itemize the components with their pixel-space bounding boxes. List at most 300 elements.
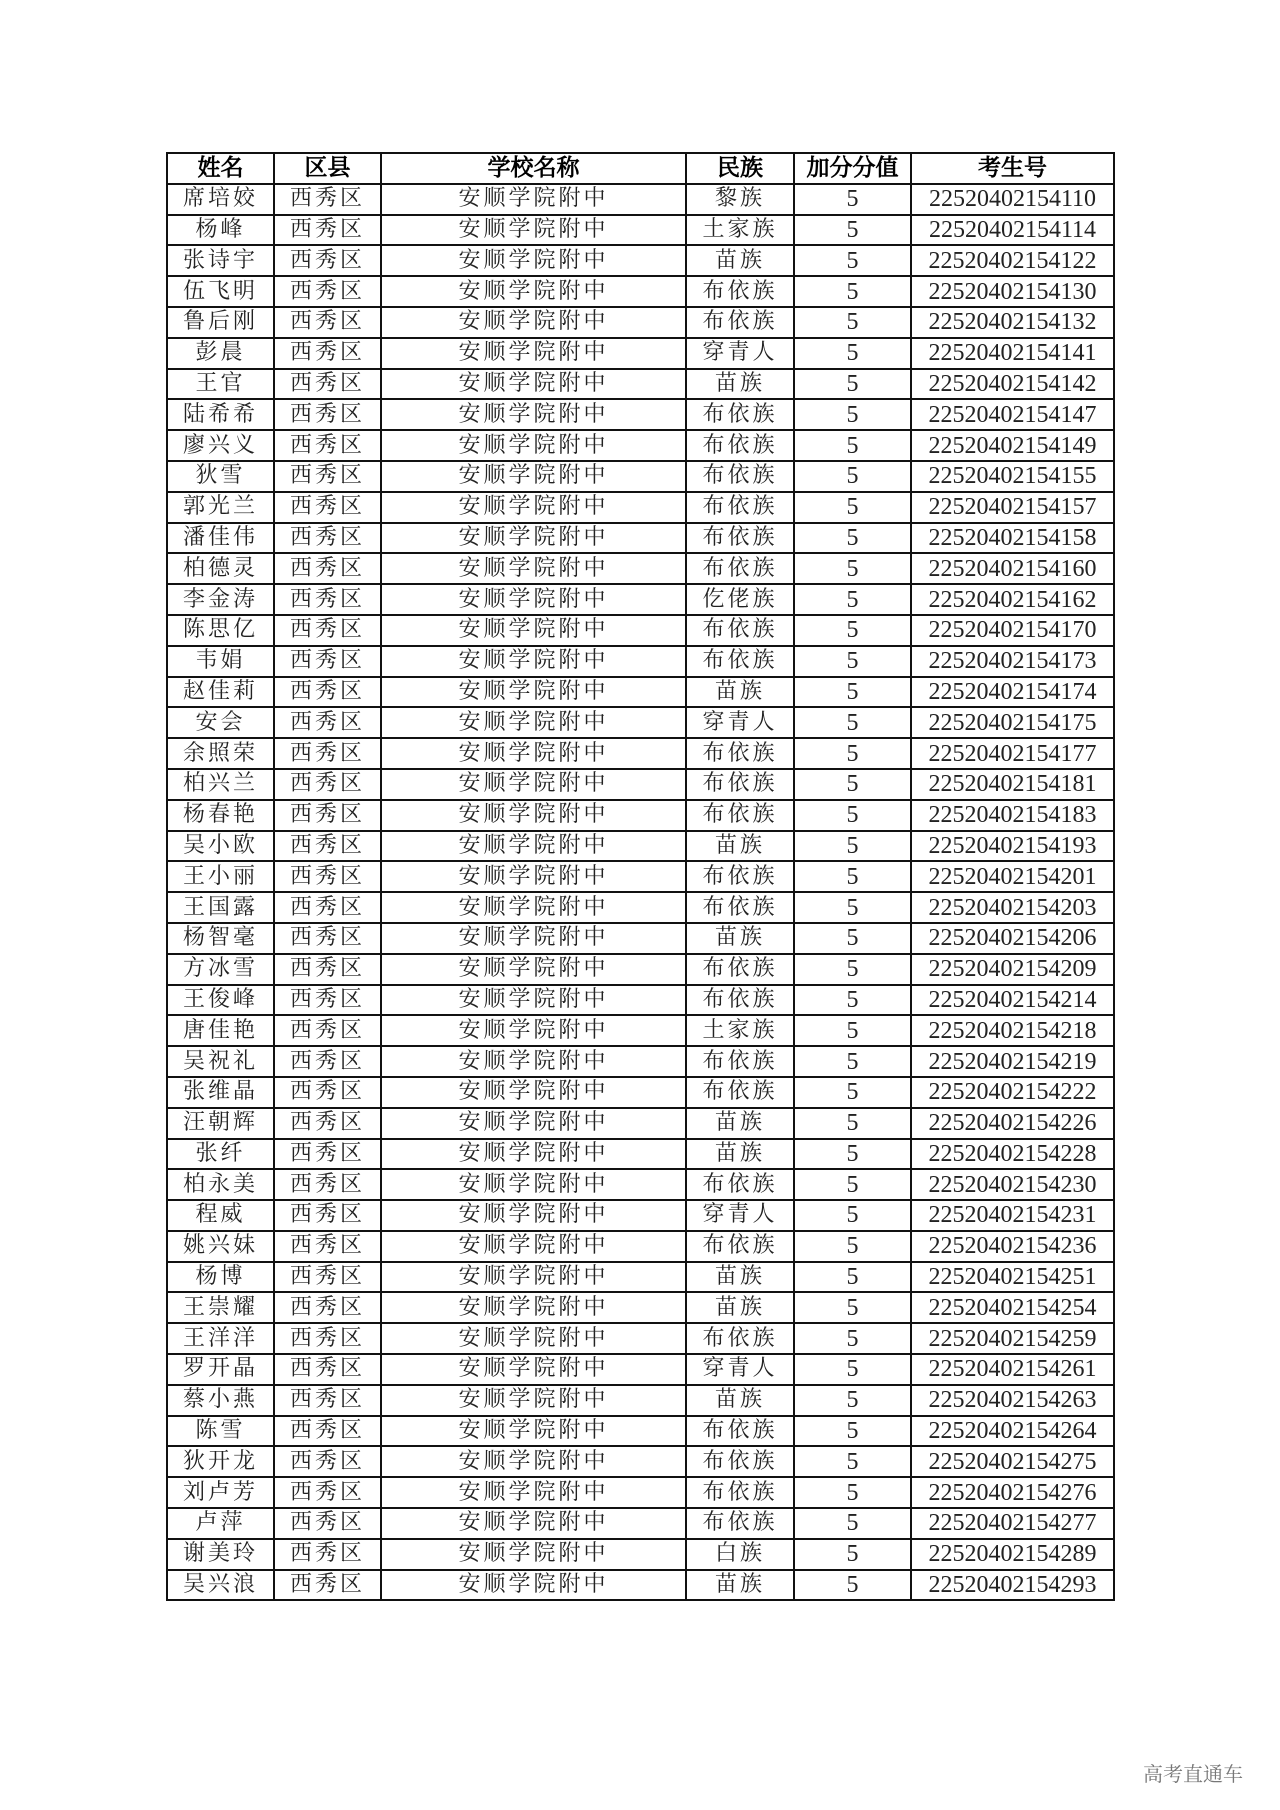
cell-district: 西秀区	[274, 831, 381, 862]
cell-district: 西秀区	[274, 923, 381, 954]
cell-name: 张维晶	[167, 1077, 274, 1108]
table-row	[167, 461, 1114, 492]
cell-school: 安顺学院附中	[381, 707, 686, 738]
table-row	[167, 646, 1114, 677]
cell-ethnicity: 苗族	[686, 1139, 794, 1170]
table-row	[167, 184, 1114, 215]
cell-school: 安顺学院附中	[381, 1231, 686, 1262]
cell-exam-id: 22520402154193	[911, 831, 1114, 862]
cell-name: 赵佳莉	[167, 677, 274, 708]
cell-bonus: 5	[794, 1015, 911, 1046]
cell-school: 安顺学院附中	[381, 1077, 686, 1108]
cell-district: 西秀区	[274, 492, 381, 523]
cell-school: 安顺学院附中	[381, 430, 686, 461]
cell-district: 西秀区	[274, 338, 381, 369]
cell-name: 罗开晶	[167, 1354, 274, 1385]
cell-ethnicity: 布依族	[686, 430, 794, 461]
cell-school: 安顺学院附中	[381, 1385, 686, 1416]
cell-school: 安顺学院附中	[381, 276, 686, 307]
cell-bonus: 5	[794, 1262, 911, 1293]
cell-exam-id: 22520402154201	[911, 861, 1114, 892]
cell-district: 西秀区	[274, 553, 381, 584]
cell-exam-id: 22520402154155	[911, 461, 1114, 492]
cell-school: 安顺学院附中	[381, 1015, 686, 1046]
cell-bonus: 5	[794, 1477, 911, 1508]
cell-bonus: 5	[794, 1139, 911, 1170]
cell-district: 西秀区	[274, 1077, 381, 1108]
table-row	[167, 1108, 1114, 1139]
cell-ethnicity: 布依族	[686, 1231, 794, 1262]
cell-exam-id: 22520402154261	[911, 1354, 1114, 1385]
cell-district: 西秀区	[274, 615, 381, 646]
cell-school: 安顺学院附中	[381, 1354, 686, 1385]
cell-bonus: 5	[794, 369, 911, 400]
cell-exam-id: 22520402154254	[911, 1292, 1114, 1323]
cell-district: 西秀区	[274, 276, 381, 307]
cell-exam-id: 22520402154203	[911, 892, 1114, 923]
cell-bonus: 5	[794, 646, 911, 677]
cell-district: 西秀区	[274, 1385, 381, 1416]
cell-bonus: 5	[794, 1385, 911, 1416]
cell-ethnicity: 布依族	[686, 1416, 794, 1447]
cell-school: 安顺学院附中	[381, 769, 686, 800]
cell-ethnicity: 布依族	[686, 985, 794, 1016]
cell-ethnicity: 苗族	[686, 923, 794, 954]
cell-bonus: 5	[794, 553, 911, 584]
cell-district: 西秀区	[274, 215, 381, 246]
table-row	[167, 584, 1114, 615]
table-row	[167, 1539, 1114, 1570]
cell-exam-id: 22520402154170	[911, 615, 1114, 646]
cell-district: 西秀区	[274, 1200, 381, 1231]
cell-exam-id: 22520402154277	[911, 1508, 1114, 1539]
cell-name: 柏永美	[167, 1169, 274, 1200]
table-row	[167, 215, 1114, 246]
cell-exam-id: 22520402154275	[911, 1446, 1114, 1477]
table-row	[167, 677, 1114, 708]
table-row	[167, 1477, 1114, 1508]
cell-exam-id: 22520402154147	[911, 399, 1114, 430]
cell-district: 西秀区	[274, 245, 381, 276]
cell-ethnicity: 布依族	[686, 646, 794, 677]
cell-school: 安顺学院附中	[381, 369, 686, 400]
cell-school: 安顺学院附中	[381, 831, 686, 862]
cell-district: 西秀区	[274, 1139, 381, 1170]
cell-name: 陈思亿	[167, 615, 274, 646]
cell-bonus: 5	[794, 831, 911, 862]
cell-ethnicity: 布依族	[686, 769, 794, 800]
cell-ethnicity: 布依族	[686, 307, 794, 338]
cell-bonus: 5	[794, 399, 911, 430]
cell-ethnicity: 布依族	[686, 1323, 794, 1354]
cell-district: 西秀区	[274, 738, 381, 769]
cell-district: 西秀区	[274, 861, 381, 892]
cell-district: 西秀区	[274, 800, 381, 831]
cell-exam-id: 22520402154209	[911, 954, 1114, 985]
cell-exam-id: 22520402154157	[911, 492, 1114, 523]
table-row	[167, 492, 1114, 523]
cell-district: 西秀区	[274, 1323, 381, 1354]
cell-name: 蔡小燕	[167, 1385, 274, 1416]
cell-name: 卢萍	[167, 1508, 274, 1539]
cell-district: 西秀区	[274, 707, 381, 738]
cell-exam-id: 22520402154259	[911, 1323, 1114, 1354]
table-row	[167, 1200, 1114, 1231]
cell-bonus: 5	[794, 1508, 911, 1539]
cell-bonus: 5	[794, 1354, 911, 1385]
cell-name: 吴祝礼	[167, 1046, 274, 1077]
table-row	[167, 1354, 1114, 1385]
table-row	[167, 553, 1114, 584]
header-bonus: 加分分值	[794, 153, 911, 184]
cell-bonus: 5	[794, 1046, 911, 1077]
cell-exam-id: 22520402154222	[911, 1077, 1114, 1108]
cell-district: 西秀区	[274, 369, 381, 400]
table-row	[167, 338, 1114, 369]
cell-ethnicity: 苗族	[686, 245, 794, 276]
table-row	[167, 1262, 1114, 1293]
cell-name: 杨峰	[167, 215, 274, 246]
cell-bonus: 5	[794, 615, 911, 646]
cell-name: 陆希希	[167, 399, 274, 430]
cell-bonus: 5	[794, 1077, 911, 1108]
table-row	[167, 307, 1114, 338]
cell-ethnicity: 布依族	[686, 1046, 794, 1077]
cell-school: 安顺学院附中	[381, 1446, 686, 1477]
cell-exam-id: 22520402154162	[911, 584, 1114, 615]
cell-name: 刘卢芳	[167, 1477, 274, 1508]
cell-exam-id: 22520402154214	[911, 985, 1114, 1016]
cell-school: 安顺学院附中	[381, 677, 686, 708]
cell-bonus: 5	[794, 800, 911, 831]
cell-ethnicity: 布依族	[686, 492, 794, 523]
table-row	[167, 707, 1114, 738]
cell-school: 安顺学院附中	[381, 892, 686, 923]
cell-exam-id: 22520402154110	[911, 184, 1114, 215]
cell-name: 韦娟	[167, 646, 274, 677]
cell-ethnicity: 布依族	[686, 399, 794, 430]
cell-district: 西秀区	[274, 892, 381, 923]
cell-district: 西秀区	[274, 523, 381, 554]
cell-name: 柏兴兰	[167, 769, 274, 800]
cell-district: 西秀区	[274, 1477, 381, 1508]
cell-district: 西秀区	[274, 1354, 381, 1385]
cell-ethnicity: 布依族	[686, 615, 794, 646]
header-ethnicity: 民族	[686, 153, 794, 184]
cell-school: 安顺学院附中	[381, 1262, 686, 1293]
cell-name: 吴兴浪	[167, 1570, 274, 1601]
table-row	[167, 892, 1114, 923]
cell-school: 安顺学院附中	[381, 923, 686, 954]
cell-school: 安顺学院附中	[381, 646, 686, 677]
cell-exam-id: 22520402154236	[911, 1231, 1114, 1262]
cell-bonus: 5	[794, 1292, 911, 1323]
cell-name: 陈雪	[167, 1416, 274, 1447]
table-row	[167, 399, 1114, 430]
table-row	[167, 1169, 1114, 1200]
cell-exam-id: 22520402154142	[911, 369, 1114, 400]
cell-ethnicity: 苗族	[686, 1570, 794, 1601]
cell-ethnicity: 布依族	[686, 1477, 794, 1508]
cell-bonus: 5	[794, 1231, 911, 1262]
cell-bonus: 5	[794, 1323, 911, 1354]
table-row	[167, 523, 1114, 554]
cell-exam-id: 22520402154149	[911, 430, 1114, 461]
cell-bonus: 5	[794, 523, 911, 554]
table-row	[167, 1323, 1114, 1354]
cell-district: 西秀区	[274, 584, 381, 615]
cell-bonus: 5	[794, 1416, 911, 1447]
cell-bonus: 5	[794, 245, 911, 276]
header-row	[167, 153, 1114, 184]
cell-exam-id: 22520402154289	[911, 1539, 1114, 1570]
cell-school: 安顺学院附中	[381, 584, 686, 615]
cell-ethnicity: 布依族	[686, 1077, 794, 1108]
cell-school: 安顺学院附中	[381, 1169, 686, 1200]
table-row	[167, 1077, 1114, 1108]
cell-exam-id: 22520402154173	[911, 646, 1114, 677]
cell-ethnicity: 布依族	[686, 1508, 794, 1539]
cell-ethnicity: 布依族	[686, 861, 794, 892]
cell-exam-id: 22520402154251	[911, 1262, 1114, 1293]
cell-ethnicity: 布依族	[686, 800, 794, 831]
cell-name: 潘佳伟	[167, 523, 274, 554]
cell-bonus: 5	[794, 1200, 911, 1231]
cell-district: 西秀区	[274, 430, 381, 461]
cell-bonus: 5	[794, 923, 911, 954]
table-row	[167, 1139, 1114, 1170]
cell-district: 西秀区	[274, 954, 381, 985]
cell-ethnicity: 苗族	[686, 1108, 794, 1139]
cell-name: 谢美玲	[167, 1539, 274, 1570]
watermark: 高考直通车	[1143, 1762, 1243, 1786]
cell-ethnicity: 苗族	[686, 1292, 794, 1323]
cell-exam-id: 22520402154122	[911, 245, 1114, 276]
cell-ethnicity: 穿青人	[686, 707, 794, 738]
cell-ethnicity: 布依族	[686, 1446, 794, 1477]
cell-school: 安顺学院附中	[381, 800, 686, 831]
cell-exam-id: 22520402154158	[911, 523, 1114, 554]
cell-exam-id: 22520402154130	[911, 276, 1114, 307]
cell-exam-id: 22520402154174	[911, 677, 1114, 708]
cell-exam-id: 22520402154114	[911, 215, 1114, 246]
cell-name: 廖兴义	[167, 430, 274, 461]
cell-school: 安顺学院附中	[381, 1570, 686, 1601]
cell-ethnicity: 穿青人	[686, 1200, 794, 1231]
table-row	[167, 954, 1114, 985]
cell-exam-id: 22520402154276	[911, 1477, 1114, 1508]
cell-name: 李金涛	[167, 584, 274, 615]
cell-ethnicity: 布依族	[686, 1169, 794, 1200]
cell-school: 安顺学院附中	[381, 245, 686, 276]
table-row	[167, 1231, 1114, 1262]
cell-school: 安顺学院附中	[381, 338, 686, 369]
cell-district: 西秀区	[274, 646, 381, 677]
table-row	[167, 738, 1114, 769]
cell-school: 安顺学院附中	[381, 738, 686, 769]
cell-district: 西秀区	[274, 677, 381, 708]
cell-exam-id: 22520402154293	[911, 1570, 1114, 1601]
cell-exam-id: 22520402154231	[911, 1200, 1114, 1231]
cell-school: 安顺学院附中	[381, 1200, 686, 1231]
cell-bonus: 5	[794, 338, 911, 369]
cell-exam-id: 22520402154160	[911, 553, 1114, 584]
cell-ethnicity: 布依族	[686, 553, 794, 584]
cell-school: 安顺学院附中	[381, 523, 686, 554]
cell-bonus: 5	[794, 892, 911, 923]
table-row	[167, 800, 1114, 831]
cell-district: 西秀区	[274, 1108, 381, 1139]
cell-school: 安顺学院附中	[381, 461, 686, 492]
cell-exam-id: 22520402154175	[911, 707, 1114, 738]
cell-school: 安顺学院附中	[381, 615, 686, 646]
cell-ethnicity: 布依族	[686, 276, 794, 307]
cell-district: 西秀区	[274, 1416, 381, 1447]
cell-ethnicity: 布依族	[686, 738, 794, 769]
table-row	[167, 1385, 1114, 1416]
cell-exam-id: 22520402154263	[911, 1385, 1114, 1416]
table-row	[167, 861, 1114, 892]
cell-bonus: 5	[794, 215, 911, 246]
cell-school: 安顺学院附中	[381, 1416, 686, 1447]
cell-school: 安顺学院附中	[381, 985, 686, 1016]
table-row	[167, 831, 1114, 862]
cell-district: 西秀区	[274, 1262, 381, 1293]
cell-district: 西秀区	[274, 1539, 381, 1570]
cell-district: 西秀区	[274, 1570, 381, 1601]
table-row	[167, 985, 1114, 1016]
cell-name: 鲁后刚	[167, 307, 274, 338]
cell-ethnicity: 穿青人	[686, 1354, 794, 1385]
cell-bonus: 5	[794, 738, 911, 769]
bonus-points-table	[166, 152, 1115, 1601]
table-row	[167, 1292, 1114, 1323]
cell-exam-id: 22520402154132	[911, 307, 1114, 338]
cell-name: 安会	[167, 707, 274, 738]
cell-name: 郭光兰	[167, 492, 274, 523]
header-district: 区县	[274, 153, 381, 184]
cell-name: 张纤	[167, 1139, 274, 1170]
header-school: 学校名称	[381, 153, 686, 184]
cell-exam-id: 22520402154183	[911, 800, 1114, 831]
table-row	[167, 769, 1114, 800]
table-row	[167, 430, 1114, 461]
cell-school: 安顺学院附中	[381, 553, 686, 584]
cell-bonus: 5	[794, 954, 911, 985]
cell-name: 伍飞明	[167, 276, 274, 307]
cell-district: 西秀区	[274, 461, 381, 492]
table-row	[167, 1046, 1114, 1077]
cell-school: 安顺学院附中	[381, 1477, 686, 1508]
cell-district: 西秀区	[274, 1046, 381, 1077]
cell-name: 王国露	[167, 892, 274, 923]
cell-name: 姚兴妹	[167, 1231, 274, 1262]
cell-bonus: 5	[794, 461, 911, 492]
cell-name: 张诗宇	[167, 245, 274, 276]
cell-school: 安顺学院附中	[381, 184, 686, 215]
cell-name: 狄开龙	[167, 1446, 274, 1477]
cell-ethnicity: 仡佬族	[686, 584, 794, 615]
header-exam-id: 考生号	[911, 153, 1114, 184]
cell-district: 西秀区	[274, 769, 381, 800]
cell-school: 安顺学院附中	[381, 1139, 686, 1170]
cell-school: 安顺学院附中	[381, 1292, 686, 1323]
cell-name: 王崇耀	[167, 1292, 274, 1323]
cell-district: 西秀区	[274, 1292, 381, 1323]
cell-name: 狄雪	[167, 461, 274, 492]
cell-exam-id: 22520402154177	[911, 738, 1114, 769]
cell-name: 杨春艳	[167, 800, 274, 831]
cell-bonus: 5	[794, 1539, 911, 1570]
cell-name: 杨博	[167, 1262, 274, 1293]
cell-district: 西秀区	[274, 1231, 381, 1262]
cell-bonus: 5	[794, 1108, 911, 1139]
cell-school: 安顺学院附中	[381, 1508, 686, 1539]
cell-exam-id: 22520402154141	[911, 338, 1114, 369]
cell-ethnicity: 黎族	[686, 184, 794, 215]
cell-name: 王洋洋	[167, 1323, 274, 1354]
cell-name: 席培姣	[167, 184, 274, 215]
cell-bonus: 5	[794, 584, 911, 615]
cell-school: 安顺学院附中	[381, 1046, 686, 1077]
cell-school: 安顺学院附中	[381, 215, 686, 246]
cell-name: 程威	[167, 1200, 274, 1231]
cell-district: 西秀区	[274, 1169, 381, 1200]
table-row	[167, 369, 1114, 400]
cell-bonus: 5	[794, 1446, 911, 1477]
cell-district: 西秀区	[274, 184, 381, 215]
table-row	[167, 1416, 1114, 1447]
table-row	[167, 615, 1114, 646]
cell-exam-id: 22520402154181	[911, 769, 1114, 800]
cell-district: 西秀区	[274, 1508, 381, 1539]
cell-ethnicity: 布依族	[686, 892, 794, 923]
cell-bonus: 5	[794, 1169, 911, 1200]
cell-name: 吴小欧	[167, 831, 274, 862]
cell-school: 安顺学院附中	[381, 1323, 686, 1354]
cell-name: 余照荣	[167, 738, 274, 769]
cell-exam-id: 22520402154228	[911, 1139, 1114, 1170]
cell-district: 西秀区	[274, 307, 381, 338]
table-row	[167, 1015, 1114, 1046]
cell-school: 安顺学院附中	[381, 861, 686, 892]
cell-ethnicity: 苗族	[686, 1385, 794, 1416]
table-row	[167, 1446, 1114, 1477]
cell-district: 西秀区	[274, 1015, 381, 1046]
cell-school: 安顺学院附中	[381, 492, 686, 523]
cell-school: 安顺学院附中	[381, 1539, 686, 1570]
cell-district: 西秀区	[274, 1446, 381, 1477]
cell-bonus: 5	[794, 276, 911, 307]
cell-name: 彭晨	[167, 338, 274, 369]
cell-ethnicity: 土家族	[686, 215, 794, 246]
cell-ethnicity: 布依族	[686, 461, 794, 492]
cell-exam-id: 22520402154219	[911, 1046, 1114, 1077]
cell-ethnicity: 穿青人	[686, 338, 794, 369]
cell-bonus: 5	[794, 307, 911, 338]
cell-ethnicity: 苗族	[686, 831, 794, 862]
cell-name: 杨智毫	[167, 923, 274, 954]
cell-name: 汪朝辉	[167, 1108, 274, 1139]
cell-bonus: 5	[794, 430, 911, 461]
cell-exam-id: 22520402154226	[911, 1108, 1114, 1139]
cell-school: 安顺学院附中	[381, 954, 686, 985]
table-row	[167, 1508, 1114, 1539]
cell-ethnicity: 苗族	[686, 1262, 794, 1293]
cell-exam-id: 22520402154264	[911, 1416, 1114, 1447]
cell-bonus: 5	[794, 184, 911, 215]
table-row	[167, 1570, 1114, 1601]
